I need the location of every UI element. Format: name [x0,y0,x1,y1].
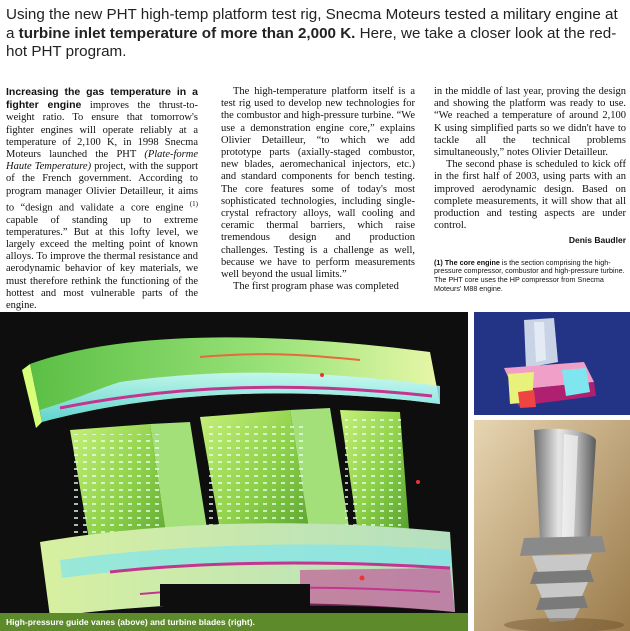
intro-paragraph [6,6,621,62]
footnote-marker: (1) [189,199,198,208]
col2-paragraph-1: The high-temperature platform itself is a test rig used to develop new technologies for the combustor and high-pressure turbine. “We use a demonstration engine core,” explains Olivier Detailleur, “to which we add prototype parts (axially-staged combustor, new blades, aeromechanical injectors, etc.) and standard components for bench testing. The core features some of today's most sophisticated technologies, including single-crystal refractory alloys, wall cooling and ceramic thermal barriers, which raise tremendous design and production challenges. Testing is a challenge as well, because we have to perform measurements well beyond the usual limits.” [221,86,415,281]
col3-paragraph-2: The second phase is scheduled to kick off in the first half of 2003, using parts with an improved aerodynamic design. Based on complete measurements, it will show that all production and testing aspects are under control. [434,159,626,232]
article-column-1 [6,86,198,312]
col2-paragraph-2: The first program phase was completed [233,281,399,293]
photo-caption: High-pressure guide vanes (above) and turbine blades (right). [0,613,468,631]
article-column-2 [221,86,415,293]
article-column-3 [434,86,626,294]
blade-cad-photo [474,312,630,415]
col1-text: improves the thrust-to-weight ratio. To ensure that tomorrow's fighter engines will operate reliably at a temperature of 2,100 K, in 1998 Snecma Moteurs launched the PHT [6,100,199,161]
project-name: (Plate-forme Haute Temperature) [6,149,198,173]
col3-paragraph-1: in the middle of last year, proving the design and showing the platform was ready to use. “We reached a temperature of around 2,100 K using simplified parts so we didn't have to tackle all the technical problems simultaneously,” notes Olivier Detailleur. [434,86,626,159]
footnote-lead: The core engine [444,257,500,267]
intro-text-2: Here, we take a closer look at the red-hot PHT program. [6,24,617,61]
footnote-text: is the section comprising the high-pressure compressor, combustor and high-pressure turbine. The PHT core uses the HP compressor from Snecma Moteurs' M88 engine. [434,257,625,294]
col1-paragraph [6,86,198,312]
blade-cad-illustration [474,312,630,415]
turbine-blade-illustration [474,420,630,631]
turbine-blade-photo [474,420,630,631]
guide-vanes-illustration [0,312,468,631]
author-signature: Denis Baudler [568,235,626,246]
lead-in: Increasing the gas temperature in a fighter engine [6,86,198,112]
col1-text-3: capable of standing up to extreme temperatures.” But at this lofty level, we largely exceed the melting point of known alloys. To improve the thermal resistance and aerodynamic behavior of key materials, we must therefore rethink the functioning of the hottest and most vulnerable parts of the engine. [6,214,198,311]
footnote-number: (1) [434,257,443,267]
intro-emphasis: turbine inlet temperature of more than 2,000 K. [18,24,356,42]
intro-text-1: Using the new PHT high-temp platform test rig, Snecma Moteurs tested a military engine at a [6,6,618,42]
footnote [434,259,626,294]
guide-vanes-photo [0,312,468,631]
col1-text-2: project, with the support of the French government. According to program manager Olivier Detailleur, it aims to “design and validate a core engine [6,161,199,214]
